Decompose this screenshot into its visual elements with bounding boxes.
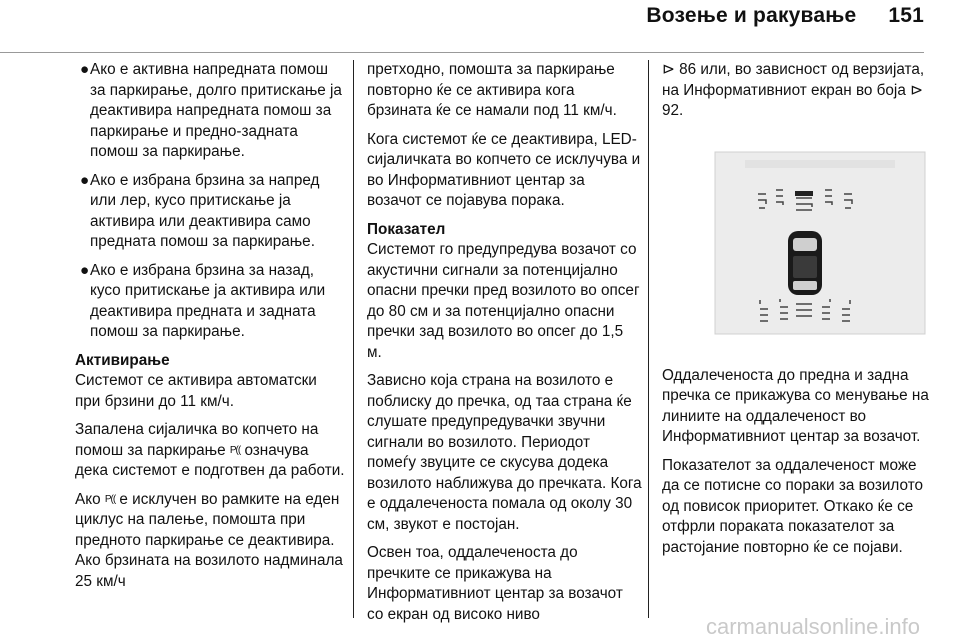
paragraph: Кога системот ќе се деактивира, LED-сијаличката во копчето се исклучува и во Информативниот центар за возачот се појавува порака. bbox=[367, 130, 641, 209]
parking-display-illustration bbox=[662, 144, 928, 344]
bullet-dot: ● bbox=[80, 61, 90, 78]
deactivation-paragraph: Ако P(( е исклучен во рамките на еден циклус на палење, помошта при предното паркирање се деактивира. Ако брзината на возилото надминала 25 км/ч bbox=[75, 490, 343, 590]
activation-text: Системот се активира автоматски при брзини до 11 км/ч. bbox=[75, 372, 317, 410]
bullet-dot: ● bbox=[80, 261, 90, 279]
reference-paragraph: ⊳ 86 или, во зависност од верзијата, на Информативниот екран во боја ⊳ 92. bbox=[662, 61, 925, 119]
bullet-text: Ако е избрана брзина за напред или лер, кусо притискање ја активира или деактивира само предната помош за паркирање. bbox=[90, 171, 320, 250]
bullet-item bbox=[75, 261, 345, 343]
column-1 bbox=[75, 60, 345, 600]
bullet-text: Ако е активна напредната помош за паркирање, долго притискање ја деактивира напредната помош за паркирање и предно-задната помош за паркирање. bbox=[90, 61, 342, 160]
car-icon bbox=[788, 231, 822, 295]
watermark: carmanualsonline.info bbox=[705, 614, 920, 639]
column-2 bbox=[367, 60, 642, 633]
page-number: 151 bbox=[888, 4, 924, 27]
arrow-icon: ⊳ bbox=[662, 61, 675, 78]
column-3 bbox=[662, 60, 930, 566]
bullet-dot: ● bbox=[80, 171, 90, 189]
bullet-text: Ако е избрана брзина за назад, кусо притискање ја активира или деактивира предната и задната помош за паркирање. bbox=[90, 261, 326, 340]
paragraph: Оддалеченоста до предна и задна пречка се прикажува со менување на линиите на оддалеченост во Информативниот центар за возачот. bbox=[662, 366, 929, 445]
activation-heading: Активирање bbox=[75, 351, 170, 369]
column-divider-1 bbox=[353, 60, 354, 618]
arrow-icon: ⊳ bbox=[910, 81, 923, 99]
paragraph: Системот го предупредува возачот со акустични сигнали за потенцијално опасни пречки пред возилото во опсег до 80 см и за потенцијално опасни пречки зад возилото во опсег до 1,5 м. bbox=[367, 241, 640, 361]
bullet-item bbox=[75, 171, 345, 253]
parking-assist-icon: P(( bbox=[229, 444, 241, 456]
page-header bbox=[646, 4, 924, 28]
indicator-heading: Показател bbox=[367, 220, 446, 238]
led-paragraph: Запалена сијаличка во копчето на помош за паркирање P(( означува дека системот е подготвен да работи. bbox=[75, 421, 345, 479]
paragraph: претходно, помошта за паркирање повторно ќе се активира кога брзината ќе се намали под 11 км/ч. bbox=[367, 61, 617, 119]
paragraph: Освен тоа, оддалеченоста до пречките се прикажува на Информативниот центар за возачот со екран од високо ниво bbox=[367, 544, 623, 623]
paragraph: Зависно која страна на возилото е поблиску до пречка, од таа страна ќе слушате предупредувачки звучни сигнали во возилото. Периодот помеѓу звуците се скусува додека возилото наближува до пречката. Кога е оддалеченоста помала од околу 30 см, звукот е постојан. bbox=[367, 372, 642, 533]
page-title: Возење и ракување bbox=[646, 4, 857, 27]
parking-assist-icon: P(( bbox=[104, 493, 116, 505]
bullet-item bbox=[75, 60, 345, 163]
column-divider-2 bbox=[648, 60, 649, 618]
header-rule bbox=[0, 52, 924, 53]
parking-display-figure bbox=[662, 144, 928, 344]
paragraph: Показателот за оддалеченост може да се потисне со пораки за возилото од повисок приоритет. Откако ќе се отфрли пораката показателот за растојание повторно ќе се појави. bbox=[662, 456, 924, 556]
